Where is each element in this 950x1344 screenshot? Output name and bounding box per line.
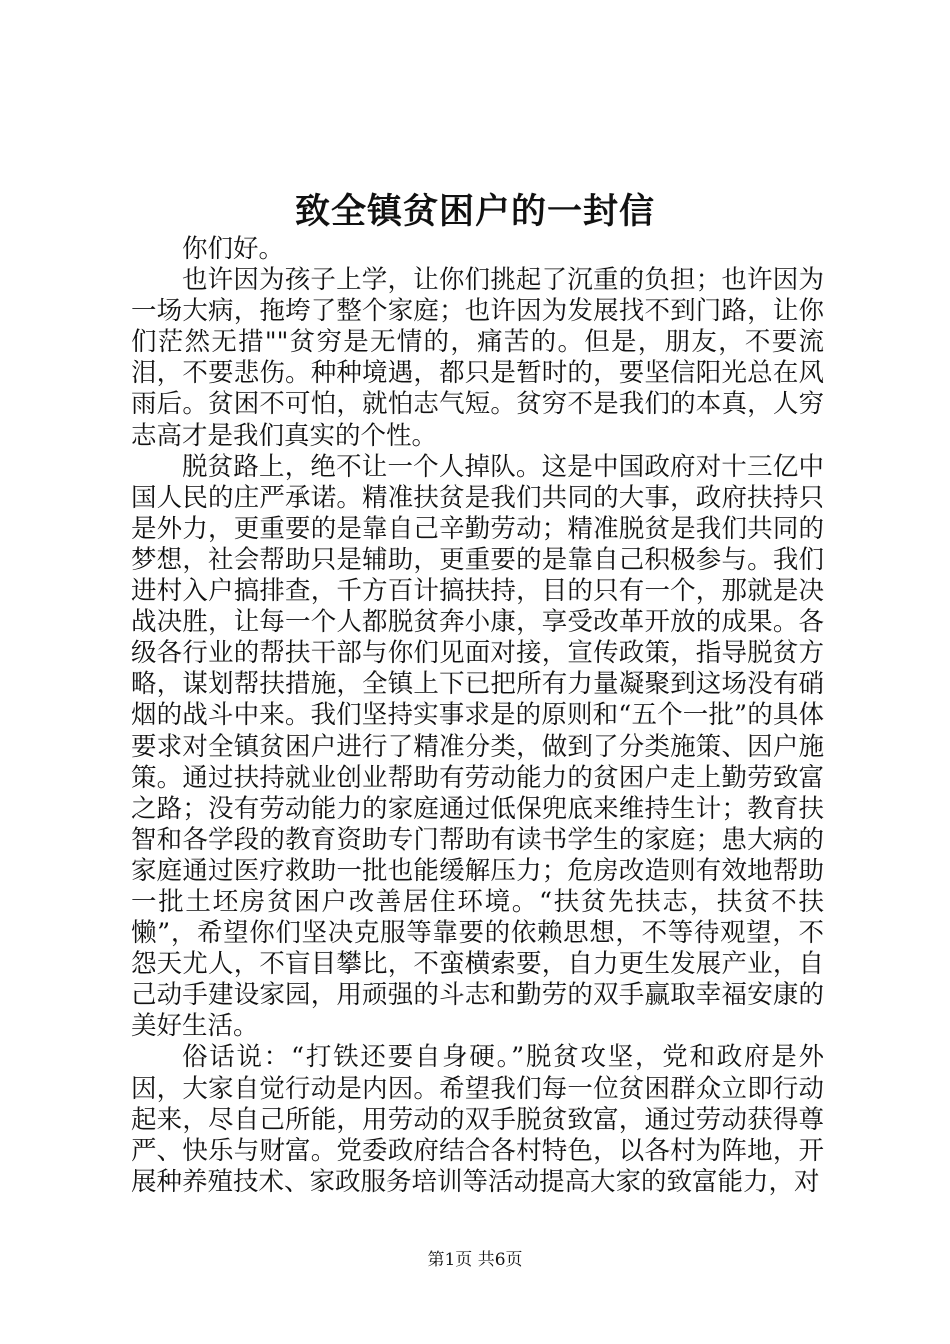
page-footer: 第1页 共6页 <box>427 1250 523 1270</box>
document-title: 致全镇贫困户的一封信 <box>294 191 655 232</box>
document-body <box>131 234 824 1198</box>
paragraph-greeting: 你们好。 <box>182 234 285 264</box>
paragraph-poverty-alleviation: 脱贫路上，绝不让一个人掉队。这是中国政府对十三亿中国人民的庄严承诺。精准扶贫是我们共同的大事，政府扶持只是外力，更重要的是靠自己辛勤劳动；精准脱贫是我们共同的梦想，社会帮助只是辅助，更重要的是靠自己积极参与。我们进村入户搞排查，千方百计搞扶持，目的只有一个，那就是决战决胜，让每一个人都脱贫奔小康，享受改革开放的成果。各级各行业的帮扶干部与你们见面对接，宣传政策，指导脱贫方略，谋划帮扶措施，全镇上下已把所有力量凝聚到这场没有硝烟的战斗中来。我们坚持实事求是的原则和“五个一批”的具体要求对全镇贫困户进行了精准分类，做到了分类施策、因户施策。通过扶持就业创业帮助有劳动能力的贫困户走上勤劳致富之路；没有劳动能力的家庭通过低保兜底来维持生计；教育扶智和各学段的教育资助专门帮助有读书学生的家庭；患大病的家庭通过医疗救助一批也能缓解压力；危房改造则有效地帮助一批土坯房贫困户改善居住环境。“扶贫先扶志，扶贫不扶懒”，希望你们坚决克服等靠要的依赖思想，不等待观望，不怨天尤人，不盲目攀比，不蛮横索要，自力更生发展产业，自己动手建设家园，用顽强的斗志和勤劳的双手赢取幸福安康的美好生活。 <box>131 451 824 1042</box>
paragraph-encouragement: 也许因为孩子上学，让你们挑起了沉重的负担；也许因为一场大病，拖垮了整个家庭；也许因为发展找不到门路，让你们茫然无措""贫穷是无情的，痛苦的。但是，朋友，不要流泪，不要悲伤。种种境遇，都只是暂时的，要坚信阳光总在风雨后。贫困不可怕，就怕志气短。贫穷不是我们的本真，人穷志高才是我们真实的个性。 <box>131 265 824 451</box>
paragraph-self-reliance: 俗话说：“打铁还要自身硬。”脱贫攻坚，党和政府是外因，大家自觉行动是内因。希望我们每一位贫困群众立即行动起来，尽自己所能，用劳动的双手脱贫致富，通过劳动获得尊严、快乐与财富。党委政府结合各村特色，以各村为阵地，开展种养殖技术、家政服务培训等活动提高大家的致富能力，对 <box>131 1042 824 1197</box>
